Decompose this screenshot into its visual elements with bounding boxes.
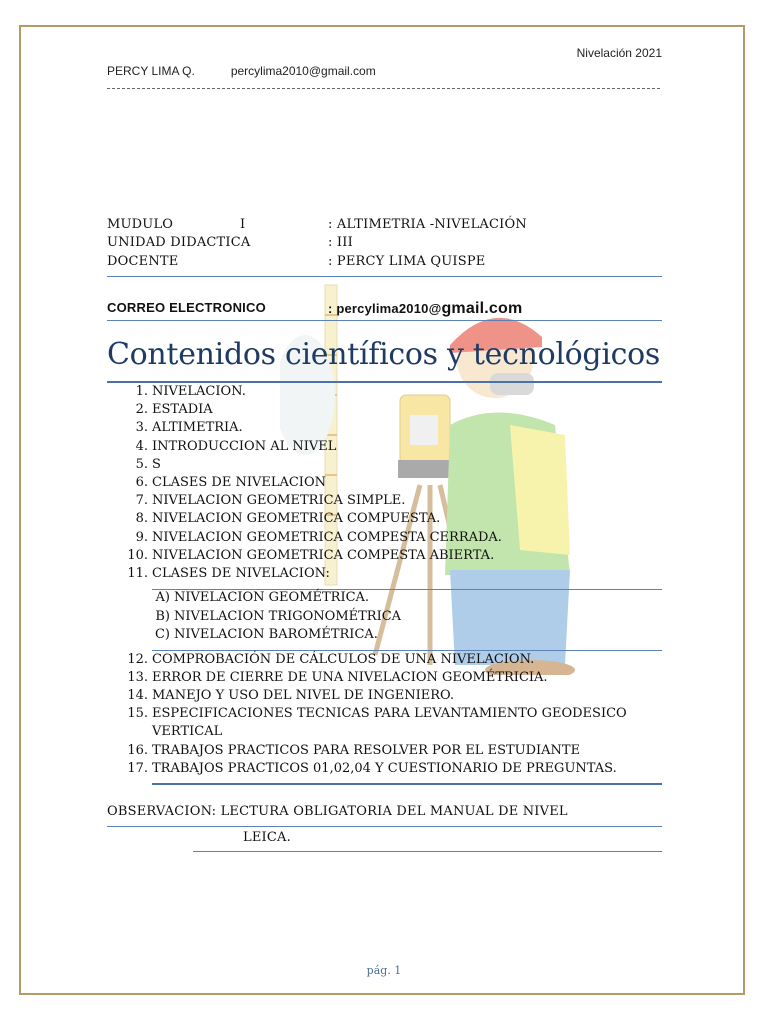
info-divider — [107, 276, 662, 277]
correo-prefix: : percylima2010@ — [328, 301, 442, 316]
observacion-divider-2 — [193, 851, 662, 852]
list-item-number: 13. — [127, 670, 148, 686]
list-item-number: 12. — [127, 652, 148, 667]
observacion-divider-1 — [107, 826, 662, 827]
list-item-number: 2. — [135, 402, 148, 418]
list-item-text: ESPECIFICACIONES TECNICAS PARA LEVANTAMIENTO GEODESICO — [152, 706, 627, 722]
header-email: percylima2010@gmail.com — [230, 64, 376, 78]
list-item-text: NIVELACION GEOMÉTRICA. — [174, 590, 370, 605]
list-item-number: 5. — [135, 456, 148, 472]
list-item-number: 16. — [127, 742, 148, 758]
correo-divider — [107, 320, 662, 321]
list-item-text: MANEJO Y USO DEL NIVEL DE INGENIERO. — [152, 688, 455, 704]
header-divider — [107, 88, 660, 89]
list-item-text: COMPROBACIÓN DE CÁLCULOS DE UNA NIVELACION. — [152, 652, 535, 667]
list-item-text: TRABAJOS PRACTICOS 01,02,04 Y CUESTIONARIO DE PREGUNTAS. — [152, 760, 617, 776]
list-item-text: VERTICAL — [152, 724, 223, 740]
list-item-text: INTRODUCCION AL NIVEL — [152, 438, 337, 454]
list-item-number: 3. — [135, 420, 148, 436]
list-item-text: ESTADIA — [152, 402, 213, 418]
info-modulo — [107, 217, 527, 232]
info-unidad — [107, 235, 353, 250]
list-item-text: TRABAJOS PRACTICOS PARA RESOLVER POR EL ESTUDIANTE — [152, 742, 581, 758]
list-item-text: NIVELACION. — [152, 384, 246, 399]
list-item-text: ERROR DE CIERRE DE UNA NIVELACION GEOMÉTRICIA. — [152, 670, 548, 686]
modulo-value: : ALTIMETRIA -NIVELACIÓN — [328, 217, 527, 232]
list-item-number: B) — [155, 608, 170, 624]
page-number: pág. 1 — [366, 964, 402, 977]
list-divider-2 — [152, 650, 662, 651]
list-end-divider — [152, 783, 662, 785]
list-item-number: 9. — [135, 529, 148, 545]
observacion-line-1: OBSERVACION: LECTURA OBLIGATORIA DEL MANUAL DE NIVEL — [107, 804, 568, 819]
list-item-number: 1. — [135, 384, 148, 399]
observacion-line-2: LEICA. — [243, 830, 291, 845]
correo-value — [328, 300, 522, 318]
header-author-line — [107, 64, 376, 78]
list-item-number: 11. — [127, 566, 148, 581]
correo-domain: gmail.com — [441, 300, 523, 317]
correo-label: CORREO ELECTRONICO — [107, 300, 266, 315]
title-underline — [107, 381, 662, 383]
info-correo — [107, 300, 523, 317]
modulo-number: I — [240, 217, 246, 232]
list-item-text: NIVELACION BAROMÉTRICA. — [174, 627, 378, 642]
list-item-number: 15. — [127, 706, 148, 722]
unidad-value: : III — [328, 235, 353, 250]
list-item-number: A) — [155, 590, 170, 605]
list-item-number: 14. — [127, 688, 148, 704]
list-item-text: NIVELACION TRIGONOMÉTRICA — [174, 608, 402, 624]
header-doc-title: Nivelación 2021 — [576, 46, 662, 60]
list-item-number: C) — [154, 627, 170, 642]
list-item-text: CLASES DE NIVELACION: — [152, 566, 330, 581]
list-item-number: 8. — [135, 511, 148, 527]
list-item-text: NIVELACION GEOMETRICA SIMPLE. — [152, 493, 406, 509]
unidad-label: UNIDAD DIDACTICA — [107, 235, 251, 250]
list-item-number: 6. — [135, 475, 148, 490]
list-item-text: S — [152, 456, 161, 472]
list-item-text: NIVELACION GEOMETRICA COMPESTA ABIERTA. — [152, 547, 495, 563]
list-item-number: 7. — [135, 493, 148, 509]
header-author: PERCY LIMA Q. — [107, 64, 195, 78]
info-docente — [107, 254, 486, 269]
list-item-text: NIVELACION GEOMETRICA COMPUESTA. — [152, 511, 441, 527]
docente-value: : PERCY LIMA QUISPE — [328, 254, 486, 269]
list-item-number: 4. — [135, 438, 148, 454]
docente-label: DOCENTE — [107, 254, 179, 269]
list-item-text: ALTIMETRIA. — [152, 420, 243, 436]
list-item-text: NIVELACION GEOMETRICA COMPESTA CERRADA. — [152, 529, 502, 545]
modulo-label: MUDULO — [107, 217, 174, 232]
list-item-number: 17. — [127, 760, 148, 776]
list-item-text: CLASES DE NIVELACION — [152, 475, 326, 490]
page-title: Contenidos científicos y tecnológicos — [107, 337, 660, 372]
list-item-number: 10. — [127, 547, 148, 563]
